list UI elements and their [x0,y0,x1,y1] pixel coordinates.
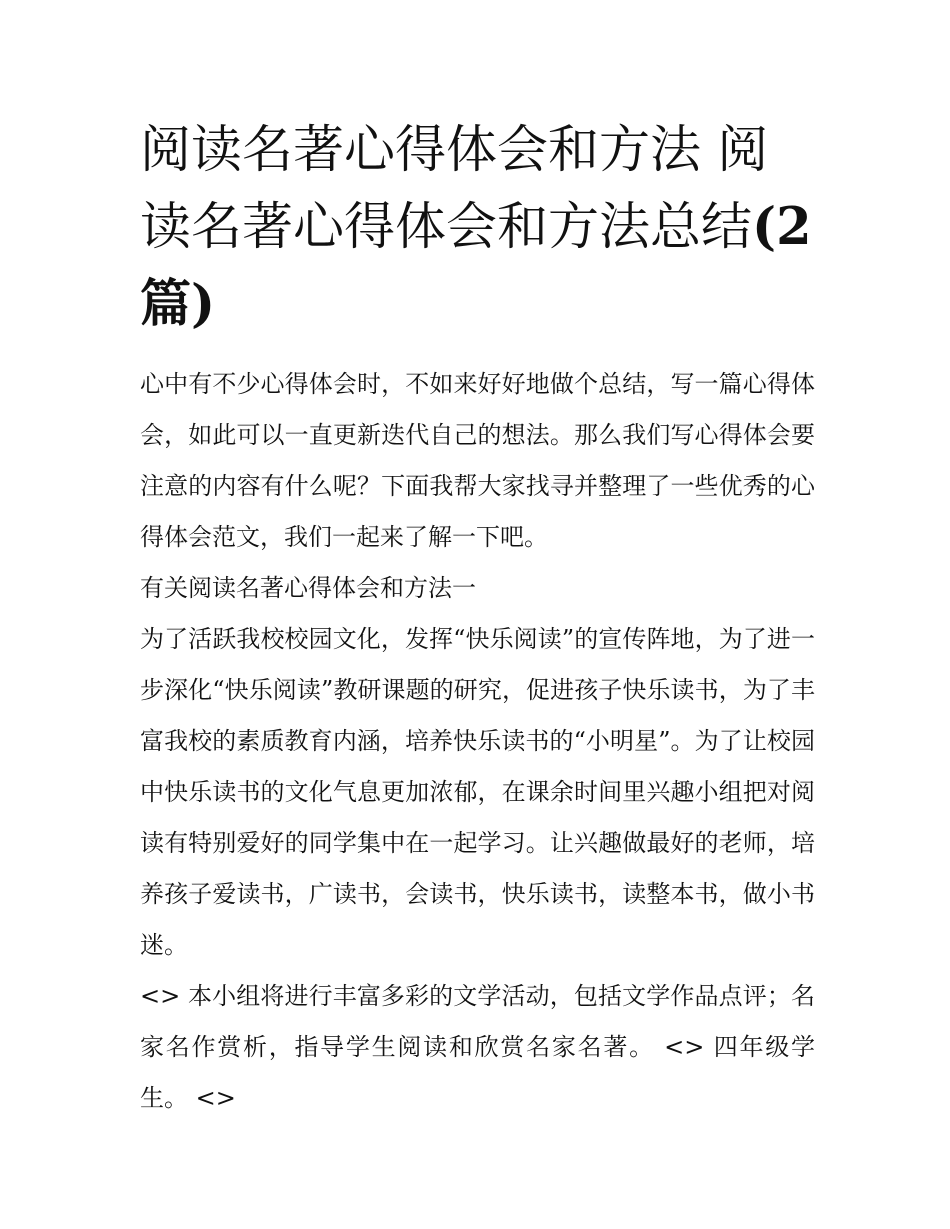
document-page [140,112,815,1124]
body-paragraph-2: <> 本小组将进行丰富多彩的文学活动，包括文学作品点评；名家名作赏析，指导学生阅读和欣赏名家名著。 <> 四年级学生。 <> [140,982,815,1112]
body-paragraph-1: 为了活跃我校校园文化，发挥“快乐阅读”的宣传阵地，为了进一步深化“快乐阅读”教研课题的研究，促进孩子快乐读书，为了丰富我校的素质教育内涵，培养快乐读书的“小明星”。为了让校园中快乐读书的文化气息更加浓郁，在课余时间里兴趣小组把对阅读有特别爱好的同学集中在一起学习。让兴趣做最好的老师，培养孩子爱读书，广读书，会读书，快乐读书，读整本书，做小书迷。 [140,625,815,959]
document-title [140,112,815,343]
title-suffix: (2篇) [140,197,812,334]
section-heading: 有关阅读名著心得体会和方法一 [140,574,476,602]
title-text: 阅读名著心得体会和方法 阅读名著心得体会和方法总结 [140,121,769,257]
intro-paragraph: 心中有不少心得体会时，不如来好好地做个总结，写一篇心得体会，如此可以一直更新迭代自己的想法。那么我们写心得体会要注意的内容有什么呢？下面我帮大家找寻并整理了一些优秀的心得体会范文，我们一起来了解一下吧。 [140,370,815,551]
